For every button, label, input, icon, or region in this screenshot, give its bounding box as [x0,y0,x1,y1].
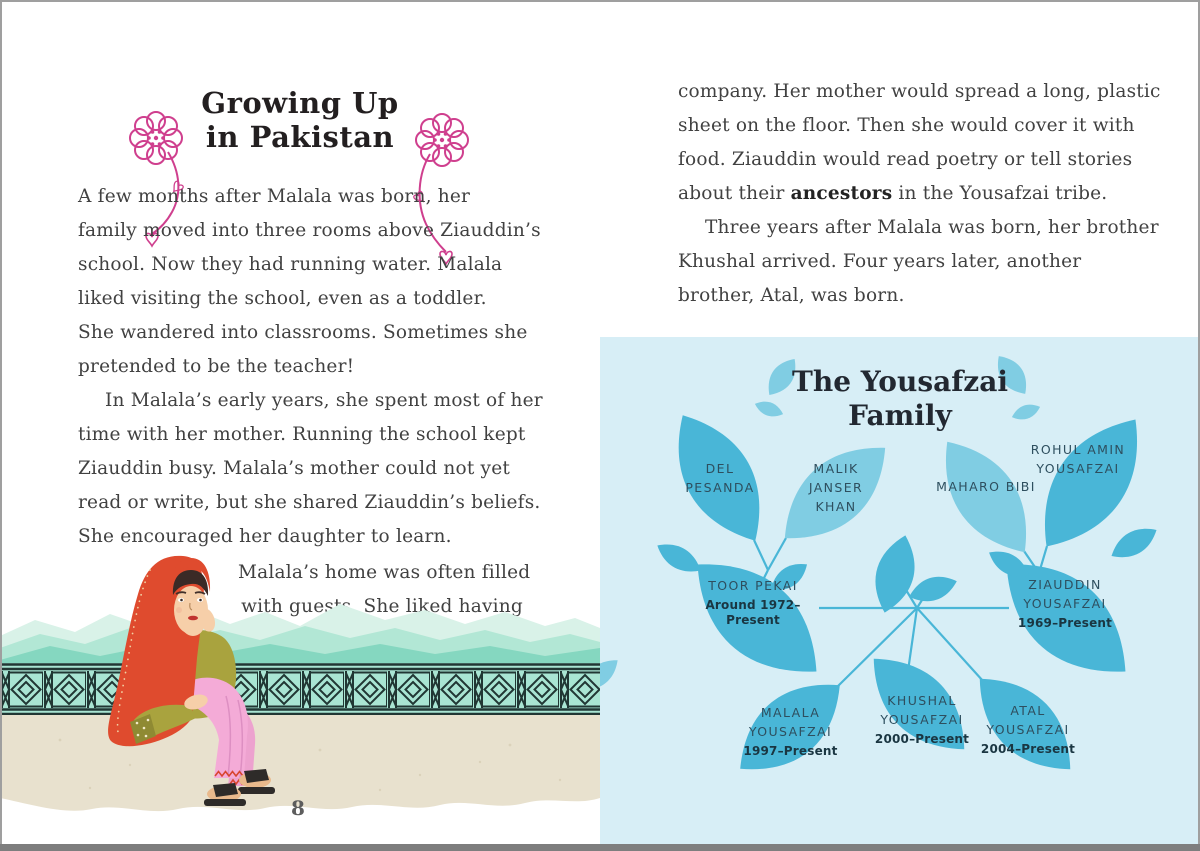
member-dates: 1969–Present [1017,616,1113,630]
text-line: read or write, but she shared Ziauddin’s beliefs. [78,492,541,513]
text-line: She encouraged her daughter to learn. [78,526,452,547]
member-dates: Around 1972–Present [705,598,801,627]
text-line: brother, Atal, was born. [678,285,905,306]
page-border [0,0,1200,2]
paragraph-2 [78,384,543,554]
page-border [0,0,2,851]
text-line: about their ancestors in the Yousafzai tribe. [678,183,1108,204]
text-line: The Yousafzai [792,365,1008,398]
member-dates: 1997–Present [743,744,838,758]
text-line: Malala’s home was often filled [238,562,531,583]
text-line: A few months after Malala was born, her [78,186,471,207]
left-page-body-text [78,180,543,554]
leaf-deco [1106,520,1162,566]
railing [0,663,600,716]
text-line: company. Her mother would spread a long, plastic [678,81,1161,102]
family-member-khushal-yousafzai [862,691,982,747]
text-line: Growing Up [201,86,399,120]
member-name: ZIAUDDIN YOUSAFZAI [1023,577,1107,611]
mountains [0,604,600,670]
page-border [0,844,1200,851]
member-name: MALIK JANSER KHAN [808,461,864,514]
text-line: school. Now they had running water. Malala [78,254,503,275]
text-line: time with her mother. Running the school kept [78,424,526,445]
text-line: Family [848,399,952,432]
member-name: ATAL YOUSAFZAI [986,703,1070,737]
family-member-rohul-amin-yousafzai [1030,440,1126,478]
leaf-deco [600,653,624,697]
text-line: sheet on the floor. Then she would cover it with [678,115,1135,136]
family-tree-title [745,365,1055,433]
text-line: food. Ziauddin would read poetry or tell stories [678,149,1133,170]
member-name: DEL PESANDA [685,461,755,495]
text-line: pretended to be the teacher! [78,356,355,377]
family-member-maharo-bibi [936,477,1036,496]
family-member-ziauddin-yousafzai [1000,575,1130,631]
text-line: family moved into three rooms above Ziauddin’s [78,220,541,241]
paragraph-1 [78,180,543,384]
family-member-del-pesanda [670,459,770,497]
family-member-toor-pekai [698,576,808,628]
right-page-body-text [678,75,1161,313]
text-line: Khushal arrived. Four years later, another [678,251,1082,272]
text-line: with guests. She liked having [241,596,523,617]
member-name: KHUSHAL YOUSAFZAI [880,693,964,727]
text-line: Ziauddin busy. Malala’s mother could not yet [78,458,510,479]
member-dates: 2004–Present [980,742,1076,756]
text-line: Three years after Malala was born, her brother [705,217,1159,238]
member-dates: 2000–Present [874,732,970,746]
text-line: In Malala’s early years, she spent most of her [105,390,543,411]
member-name: TOOR PEKAI [708,578,798,593]
member-name: MALALA YOUSAFZAI [748,705,833,739]
family-member-atal-yousafzai [968,701,1088,757]
family-member-malala-yousafzai [728,703,853,759]
member-name: MAHARO BIBI [936,479,1036,494]
text-line: She wandered into classrooms. Sometimes she [78,322,528,343]
leaf-deco [652,536,706,579]
family-member-malik-janser-khan [796,459,876,516]
family-tree-panel [600,337,1200,844]
text-line: liked visiting the school, even as a toddler. [78,288,487,309]
text-line: in Pakistan [205,120,395,154]
member-name: ROHUL AMIN YOUSAFZAI [1030,442,1126,476]
page-number: 8 [291,796,305,820]
